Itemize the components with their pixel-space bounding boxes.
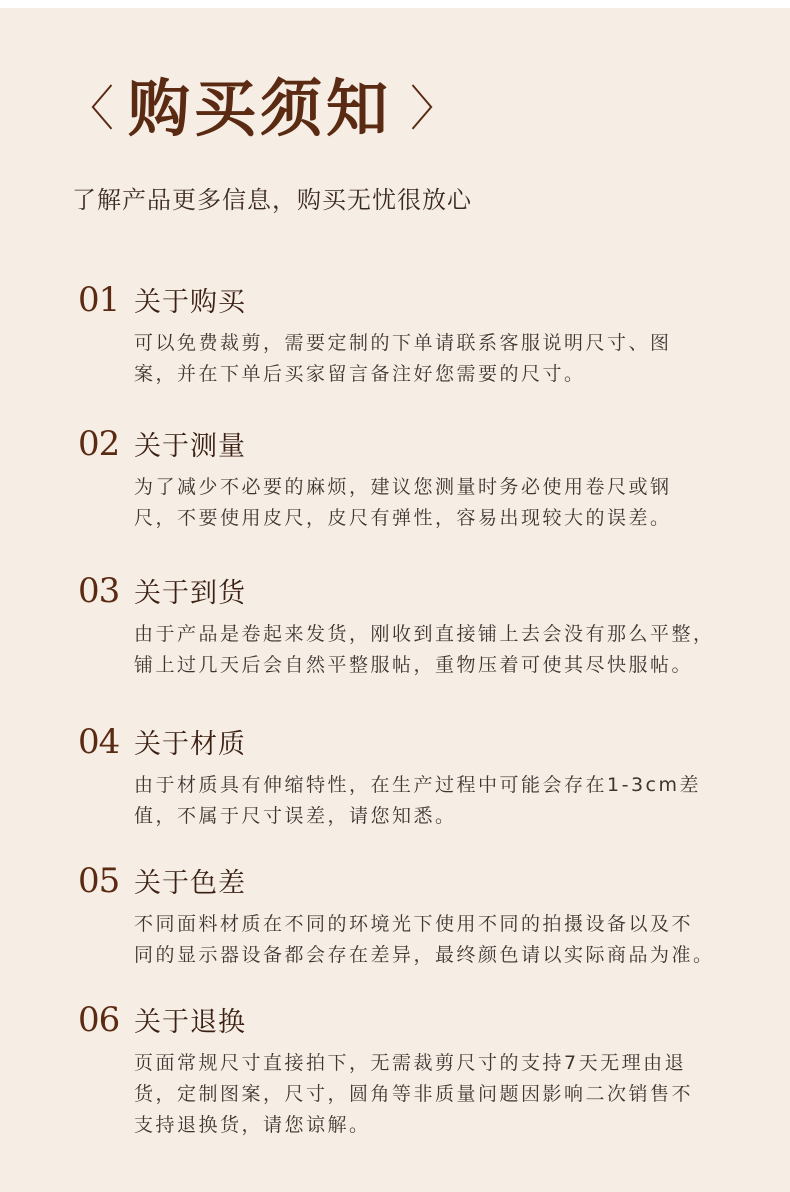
section-returns: [78, 1000, 758, 1141]
section-body: 不同面料材质在不同的环境光下使用不同的拍摄设备以及不 同的显示器设备都会存在差异，最终颜色请以实际商品为准。: [134, 913, 715, 966]
chevron-left-icon: 〈: [66, 81, 115, 137]
section-body: 页面常规尺寸直接拍下，无需裁剪尺寸的支持7天无理由退 货，定制图案，尺寸，圆角等非质量问题因影响二次销售不 支持退换货，请您谅解。: [134, 1052, 694, 1136]
section-header: [78, 571, 758, 611]
section-header: [78, 424, 758, 464]
page-subtitle: 了解产品更多信息，购买无忧很放心: [72, 186, 472, 214]
section-number: 06: [78, 1000, 120, 1040]
notice-page: [0, 8, 790, 1192]
section-number: 02: [78, 424, 120, 464]
section-body: 由于产品是卷起来发货，刚收到直接铺上去会没有那么平整， 铺上过几天后会自然平整服帖，重物压着可使其尽快服帖。: [134, 623, 715, 676]
page-title: 购买须知: [128, 72, 393, 145]
section-header: [78, 861, 758, 901]
section-number: 03: [78, 571, 120, 611]
section-header: [78, 1000, 758, 1040]
title-row: [66, 72, 459, 145]
section-number: 05: [78, 861, 120, 901]
section-body: 可以免费裁剪，需要定制的下单请联系客服说明尺寸、图 案，并在下单后买家留言备注好您需要的尺寸。: [134, 332, 672, 385]
section-header: [78, 722, 758, 762]
section-material: [78, 722, 758, 832]
section-color-difference: [78, 861, 758, 971]
section-title: 关于购买: [134, 287, 246, 318]
section-title: 关于到货: [134, 578, 246, 609]
section-header: [78, 280, 758, 320]
section-delivery: [78, 571, 758, 681]
section-purchase: [78, 280, 758, 390]
section-title: 关于测量: [134, 431, 246, 462]
section-measurement: [78, 424, 758, 534]
chevron-right-icon: 〉: [410, 81, 459, 137]
section-body: 为了减少不必要的麻烦，建议您测量时务必使用卷尺或钢 尺，不要使用皮尺，皮尺有弹性，容易出现较大的误差。: [134, 476, 672, 529]
section-title: 关于色差: [134, 868, 246, 899]
section-number: 04: [78, 722, 120, 762]
section-title: 关于材质: [134, 729, 246, 760]
section-number: 01: [78, 280, 120, 320]
section-body: 由于材质具有伸缩特性，在生产过程中可能会存在1-3cm差 值，不属于尺寸误差，请您知悉。: [134, 774, 701, 827]
section-title: 关于退换: [134, 1007, 246, 1038]
